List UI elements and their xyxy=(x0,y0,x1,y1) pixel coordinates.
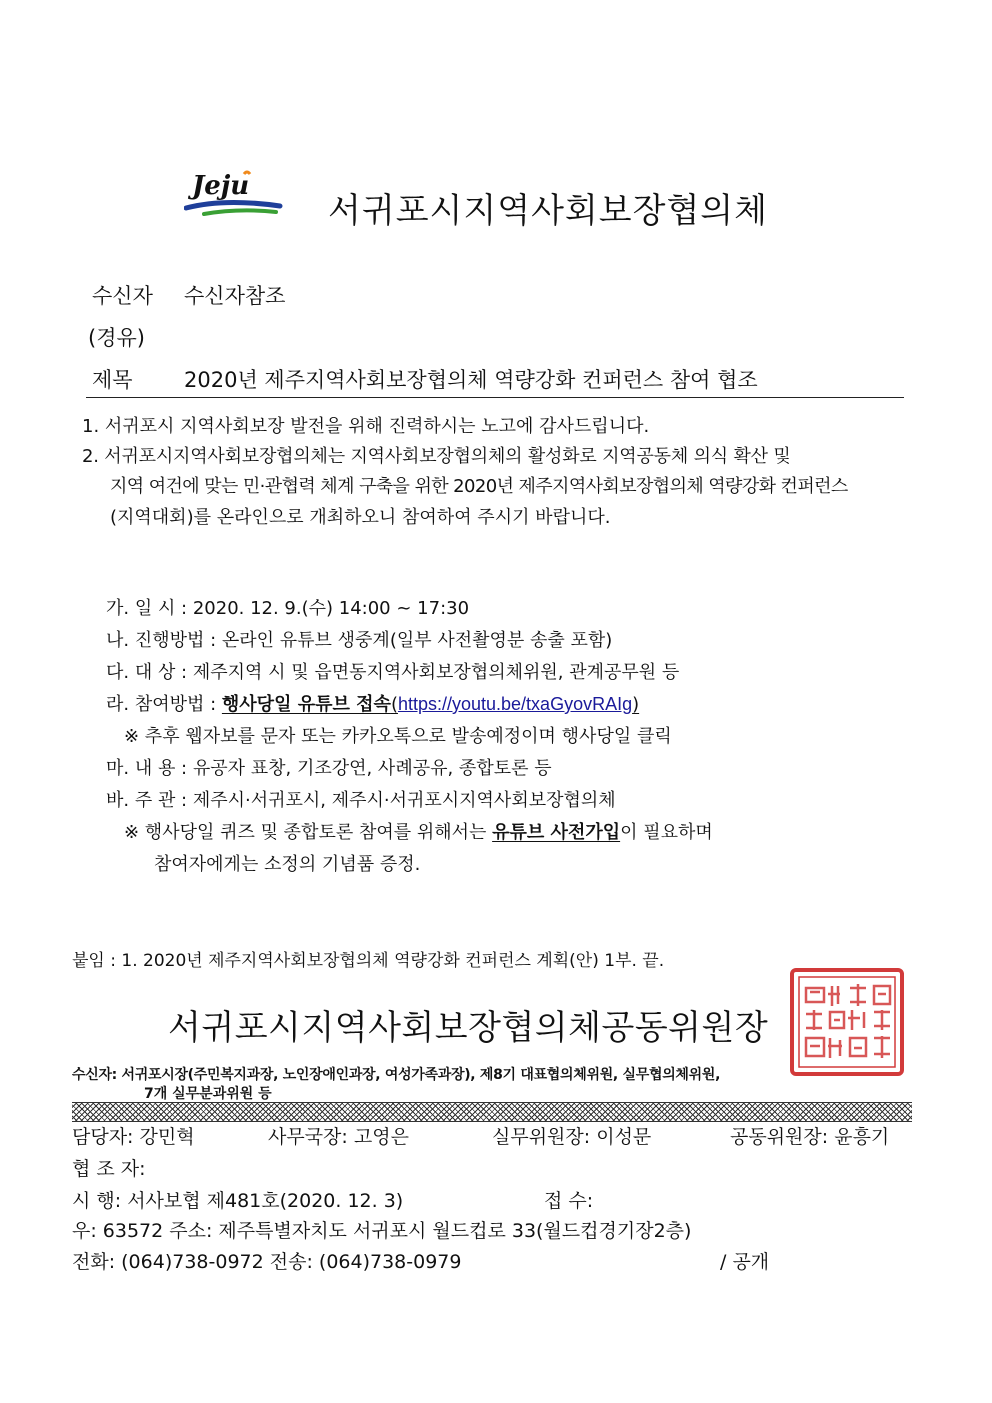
participation-emphasis: 행사당일 유튜브 접속 xyxy=(221,694,391,715)
host-note-line-2: 참여자에게는 소정의 기념품 증정. xyxy=(154,854,421,875)
host-note xyxy=(124,818,713,844)
subject-value: 2020년 제주지역사회보장협의체 역량강화 컨퍼런스 참여 협조 xyxy=(184,368,758,392)
organization-title: 서귀포시지역사회보장협의체 xyxy=(328,191,768,231)
youtube-link[interactable]: https://youtu.be/txaGyovRAIg xyxy=(397,694,633,714)
hatch-divider xyxy=(72,1102,912,1122)
paragraph-2-line-2: 지역 여건에 맞는 민·관협력 체계 구축을 위한 2020년 제주지역사회보장협의체 역량강화 컨퍼런스 xyxy=(110,476,848,497)
paragraph-2-line-3: (지역대회)를 온라인으로 개최하오니 참여하여 주시기 바랍니다. xyxy=(110,507,611,528)
logo-wave-green-icon xyxy=(204,210,276,214)
attachment-line: 붙임 : 1. 2020년 제주지역사회보장협의체 역량강화 컨퍼런스 계획(안) 1부. 끝. xyxy=(72,951,665,971)
participation-paren-close: ) xyxy=(632,694,640,715)
recipients-line-1: 수신자: 서귀포시장(주민복지과장, 노인장애인과장, 여성가족과장), 제8기 대표협의체위원, 실무협의체위원, xyxy=(72,1067,721,1083)
signatory-title: 서귀포시지역사회보장협의체공동위원장 xyxy=(168,1008,769,1048)
host-note-emphasis: 유튜브 사전가입 xyxy=(492,822,621,843)
recipient-label: 수신자 xyxy=(92,284,153,308)
working-chair: 실무위원장: 이성문 xyxy=(492,1126,652,1148)
address-line: 우: 63572 주소: 제주특별자치도 서귀포시 월드컵로 33(월드컵경기장2층) xyxy=(72,1220,692,1242)
host-note-prefix: ※ 행사당일 퀴즈 및 종합토론 참여를 위해서는 xyxy=(124,822,493,843)
co-chair: 공동위원장: 윤흥기 xyxy=(730,1126,890,1148)
jeju-logo xyxy=(184,168,284,218)
recipient-value: 수신자참조 xyxy=(184,284,286,308)
detail-participation xyxy=(106,690,639,716)
phone-fax-line: 전화: (064)738-0972 전송: (064)738-0979 xyxy=(72,1251,462,1273)
detail-host: 바. 주 관 : 제주시·서귀포시, 제주시·서귀포시지역사회보장협의체 xyxy=(106,790,616,811)
subject-label: 제목 xyxy=(92,368,133,392)
disclosure-status: / 공개 xyxy=(720,1251,770,1273)
official-seal xyxy=(788,966,906,1078)
host-note-suffix: 이 필요하며 xyxy=(620,822,713,843)
logo-wave-blue-icon xyxy=(186,202,280,208)
recipients-line-2: 7개 실무분과위원 등 xyxy=(144,1086,272,1102)
via-line: (경유) xyxy=(88,326,145,350)
detail-content: 마. 내 용 : 유공자 표창, 기조강연, 사례공유, 종합토론 등 xyxy=(106,758,552,779)
detail-method: 나. 진행방법 : 온라인 유튜브 생중계(일부 사전촬영분 송출 포함) xyxy=(106,630,613,651)
subject-divider xyxy=(86,397,904,398)
detail-date: 가. 일 시 : 2020. 12. 9.(수) 14:00 ~ 17:30 xyxy=(106,598,470,619)
logo-text: Jeju xyxy=(192,171,250,201)
reception-line: 접 수: xyxy=(544,1190,594,1212)
participation-note: ※ 추후 웹자보를 문자 또는 카카오톡으로 발송예정이며 행사당일 클릭 xyxy=(124,726,672,747)
paragraph-1: 1. 서귀포시 지역사회보장 발전을 위해 진력하시는 노고에 감사드립니다. xyxy=(82,416,650,437)
enforcement-line: 시 행: 서사보협 제481호(2020. 12. 3) xyxy=(72,1190,404,1212)
paragraph-2-line-1: 2. 서귀포시지역사회보장협의체는 지역사회보장협의체의 활성화로 지역공동체 의식 확산 및 xyxy=(82,446,791,467)
secretary-general: 사무국장: 고영은 xyxy=(268,1126,409,1148)
cooperation-line: 협 조 자: xyxy=(72,1158,146,1180)
staff-in-charge: 담당자: 강민혁 xyxy=(72,1126,195,1148)
detail-target: 다. 대 상 : 제주지역 시 및 읍면동지역사회보장협의체위원, 관계공무원 등 xyxy=(106,662,680,683)
participation-prefix: 라. 참여방법 : xyxy=(106,694,222,715)
participation-paren-open: ( xyxy=(390,694,398,715)
